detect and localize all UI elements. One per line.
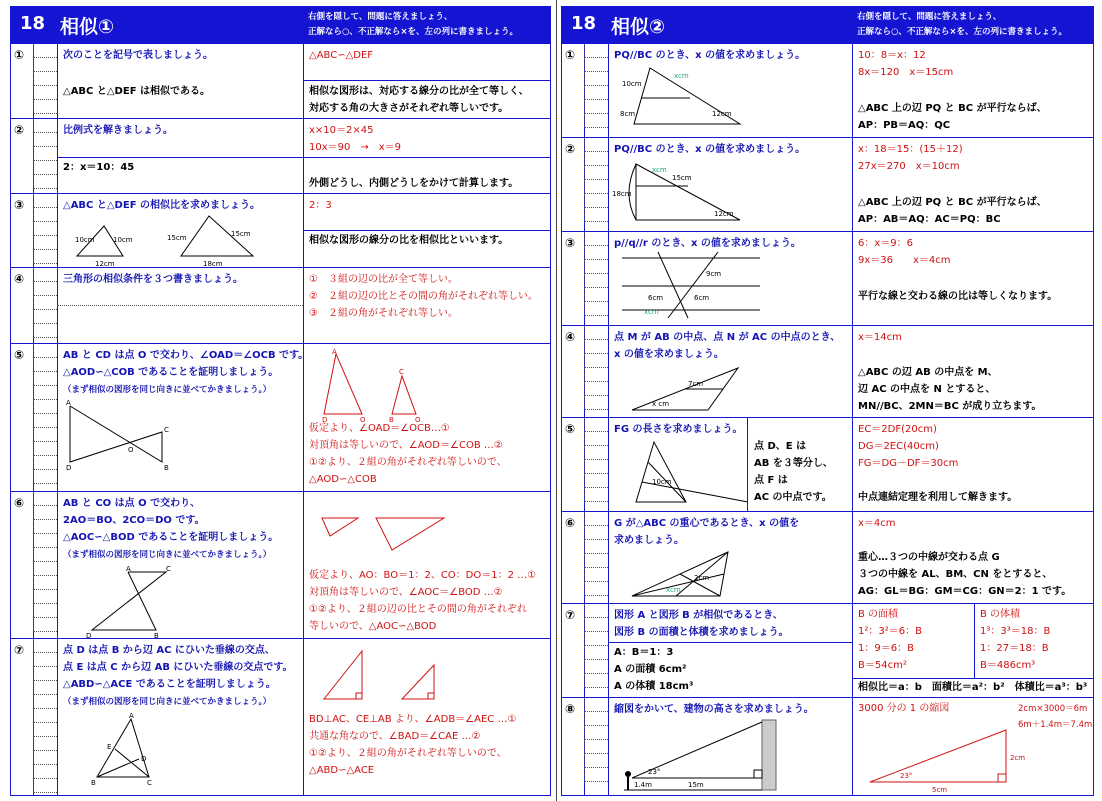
worksheet-title: 相似② [611, 16, 666, 38]
svg-text:10cm: 10cm [622, 80, 642, 88]
svg-text:2cm: 2cm [1010, 754, 1026, 762]
svg-text:A: A [129, 712, 134, 720]
svg-text:O: O [360, 416, 366, 424]
svg-text:B: B [389, 416, 394, 424]
similar-triangles-figure [71, 212, 301, 268]
problem-row: ⑦ 図形 A と図形 B が相似であるとき、 図形 B の面積と体積を求めましょう。 A：B＝1：3 A の面積 6cm² A の体積 18cm³ B の面積 1²：3²＝6：B 1：9＝6：B B＝54cm² B の体積 1³：3³＝18：B 1：27＝18：B B＝486cm³ 相似比＝a：b 面積比＝a²：b² 体積比＝a³：b³ [562, 604, 1093, 698]
answer-triangles-figure [316, 348, 436, 424]
parallel-lines-figure [618, 252, 768, 322]
svg-text:xcm: xcm [674, 72, 689, 80]
svg-text:15cm: 15cm [167, 234, 187, 242]
svg-text:2cm: 2cm [694, 574, 710, 582]
worksheet-title: 相似① [60, 16, 115, 38]
worksheet-header [10, 6, 551, 44]
svg-text:D: D [322, 416, 328, 424]
trisection-triangle-figure [628, 440, 758, 510]
svg-text:23°: 23° [900, 772, 913, 780]
svg-text:10cm: 10cm [75, 236, 95, 244]
svg-text:12cm: 12cm [712, 110, 732, 118]
svg-text:12cm: 12cm [95, 260, 115, 268]
intersecting-lines-figure [66, 399, 186, 472]
altitudes-triangle-figure [91, 712, 171, 787]
problem-row: ④ 点 M が AB の中点、点 N が AC の中点のとき、 x の値を求めましょう。 7cm x cm x＝14cm △ABC の辺 AB の中点を M、 辺 AC の中点を N とすると、 MN//BC、2MN＝BC が成り立ちます。 [562, 326, 1093, 418]
problem-row: ① PQ//BC のとき、x の値を求めましょう。 10cm 8cm 12cm xcm 10：8＝x：12 8x＝120 x＝15cm △ABC 上の辺 PQ と BC が平行ならば、 AP：PB＝AQ：QC [562, 44, 1093, 138]
page-spine [556, 0, 557, 801]
problem-row: ① 次のことを記号で表しましょう。 △ABC と△DEF は相似である。 △ABC∽△DEF 相似な図形は、対応する線分の比が全て等しく、 対応する角の大きさがそれぞれ等しいです。 [11, 44, 550, 119]
parallel-segment-triangle-figure [622, 64, 752, 134]
crossing-segments-figure [86, 565, 176, 640]
problem-grid [10, 44, 551, 796]
svg-text:D: D [141, 755, 147, 763]
svg-text:B: B [91, 779, 96, 787]
svg-text:18cm: 18cm [203, 260, 223, 268]
unit-number: 18 [20, 13, 46, 34]
problem-row: ④ 三角形の相似条件を３つ書きましょう。 ① ３組の辺の比が全て等しい。 ② ２組の辺の比とその間の角がそれぞれ等しい。 ③ ２組の角がそれぞれ等しい。 [11, 268, 550, 344]
answer-triangles-figure [316, 506, 456, 556]
scale-drawing-figure [862, 726, 1042, 796]
svg-text:1.4m: 1.4m [634, 781, 652, 789]
answer-right-triangles-figure [316, 647, 456, 707]
svg-text:10cm: 10cm [652, 478, 672, 486]
svg-text:x cm: x cm [652, 400, 670, 408]
centroid-triangle-figure [628, 550, 748, 602]
svg-text:O: O [415, 416, 421, 424]
svg-text:C: C [164, 426, 169, 434]
svg-text:8cm: 8cm [620, 110, 636, 118]
svg-text:C: C [399, 368, 404, 376]
worksheet-left [10, 6, 551, 796]
svg-text:B: B [164, 464, 169, 472]
worksheet-right [561, 6, 1094, 796]
problem-row: ⑤ AB と CD は点 O で交わり、∠OAD＝∠OCB です。 △AOD∽△COB であることを証明しましょう。 （まず相似の図形を同じ向きに並べてかきましょう。） A D O C B A D O C B O 仮定より、∠OAD＝∠OCB…① 対頂角は等しいので、∠AOD＝∠COB …② ①②より、２組の角がそれぞれ等しいので、 △AOD∽△COB [11, 344, 550, 492]
problem-row: ⑥ G が△ABC の重心であるとき、x の値を 求めましょう。 2cm xcm x＝4cm 重心…３つの中線が交わる点 G ３つの中線を AL、BM、CN をとすると、 AG：GL＝BG：GM＝CG：GN＝2：1 です。 [562, 512, 1093, 604]
svg-text:A: A [66, 399, 71, 407]
problem-row: ② PQ//BC のとき、x の値を求めましょう。 18cm 15cm 12cm xcm x：18＝15：(15＋12) 27x＝270 x＝10cm △ABC 上の辺 PQ と BC が平行ならば、 AP：AB＝AQ：AC＝PQ：BC [562, 138, 1093, 232]
instructions: 右側を隠して、問題に答えましょう、 正解なら○、不正解なら×を、左の列に書きましょう。 [308, 12, 519, 37]
svg-text:D: D [86, 632, 92, 640]
problem-row: ⑤ FG の長さを求めましょう。 10cm 点 D、E は AB を３等分し、 点 F は AC の中点です。 EC＝2DF(20cm) DG＝2EC(40cm) FG＝DG－DF＝30cm 中点連結定理を利用して解きます。 [562, 418, 1093, 512]
problem-grid [561, 44, 1094, 796]
svg-text:23°: 23° [648, 768, 661, 776]
midpoint-triangle-figure [628, 364, 758, 416]
building-height-figure [618, 716, 848, 796]
svg-text:D: D [66, 464, 72, 472]
svg-text:15cm: 15cm [231, 230, 251, 238]
worksheet-header [561, 6, 1094, 44]
svg-text:18cm: 18cm [612, 190, 632, 198]
svg-text:xcm: xcm [666, 586, 681, 594]
svg-text:E: E [107, 743, 112, 751]
svg-text:6cm: 6cm [694, 294, 710, 302]
problem-row: ③ △ABC と△DEF の相似比を求めましょう。 10cm 10cm 12cm 15cm 15cm 18cm 2：3 相似な図形の線分の比を相似比といいます。 [11, 194, 550, 268]
svg-text:15cm: 15cm [672, 174, 692, 182]
svg-text:12cm: 12cm [714, 210, 734, 218]
unit-number: 18 [571, 13, 597, 34]
instructions: 右側を隠して、問題に答えましょう、 正解なら○、不正解なら×を、左の列に書きましょう。 [857, 12, 1068, 37]
problem-row: ⑥ AB と CO は点 O で交わり、 2AO＝BO、2CO＝DO です。 △AOC∽△BOD であることを証明しましょう。 （まず相似の図形を同じ向きに並べてかきましょう。） A C D B 仮定より、AO：BO＝1：2、CO：DO＝1：2 …① 対頂角は等しいので、∠AOC＝∠BOD …② ①②より、２組の辺の比とその間の角がそれぞれ 等しいので、△AOC∽△BOD [11, 492, 550, 639]
svg-text:xcm: xcm [652, 166, 667, 174]
svg-text:7cm: 7cm [688, 380, 704, 388]
svg-text:9cm: 9cm [706, 270, 722, 278]
svg-text:xcm: xcm [644, 308, 659, 316]
problem-row: ⑦ 点 D は点 B から辺 AC にひいた垂線の交点、 点 E は点 C から辺 AB にひいた垂線の交点です。 △ABD∽△ACE であることを証明しましょう。 （まず相似の図形を同じ向きに並べてかきましょう。） A B C E D BD⊥AC、CE⊥AB より、∠ADB＝∠AEC …① 共通な角なので、∠BAD＝∠CAE …② ①②より、２組の角がそれぞれ等しいので、 △ABD∽△ACE [11, 639, 550, 796]
svg-text:10cm: 10cm [113, 236, 133, 244]
svg-text:15m: 15m [688, 781, 704, 789]
parallel-segment-triangle-figure [612, 160, 752, 230]
svg-text:A: A [126, 565, 131, 573]
svg-text:6cm: 6cm [648, 294, 664, 302]
problem-row: ② 比例式を解きましょう。 2：x＝10：45 x×10＝2×45 10x＝90 → x＝9 外側どうし、内側どうしをかけて計算します。 [11, 119, 550, 194]
svg-text:O: O [128, 446, 134, 454]
svg-text:A: A [332, 348, 337, 356]
svg-text:B: B [154, 632, 159, 640]
problem-row: ⑧ 縮図をかいて、建物の高さを求めましょう。 23° 1.4m 15m 3000 分の 1 の縮図 2cm×3000＝6m 6m＋1.4m＝7.4m 23° 5cm 2cm [562, 698, 1093, 796]
svg-text:5cm: 5cm [932, 786, 948, 794]
svg-text:C: C [147, 779, 152, 787]
problem-row: ③ p//q//r のとき、x の値を求めましょう。 9cm 6cm 6cm xcm 6：x＝9：6 9x＝36 x＝4cm 平行な線と交わる線の比は等しくなります。 [562, 232, 1093, 326]
svg-text:C: C [166, 565, 171, 573]
